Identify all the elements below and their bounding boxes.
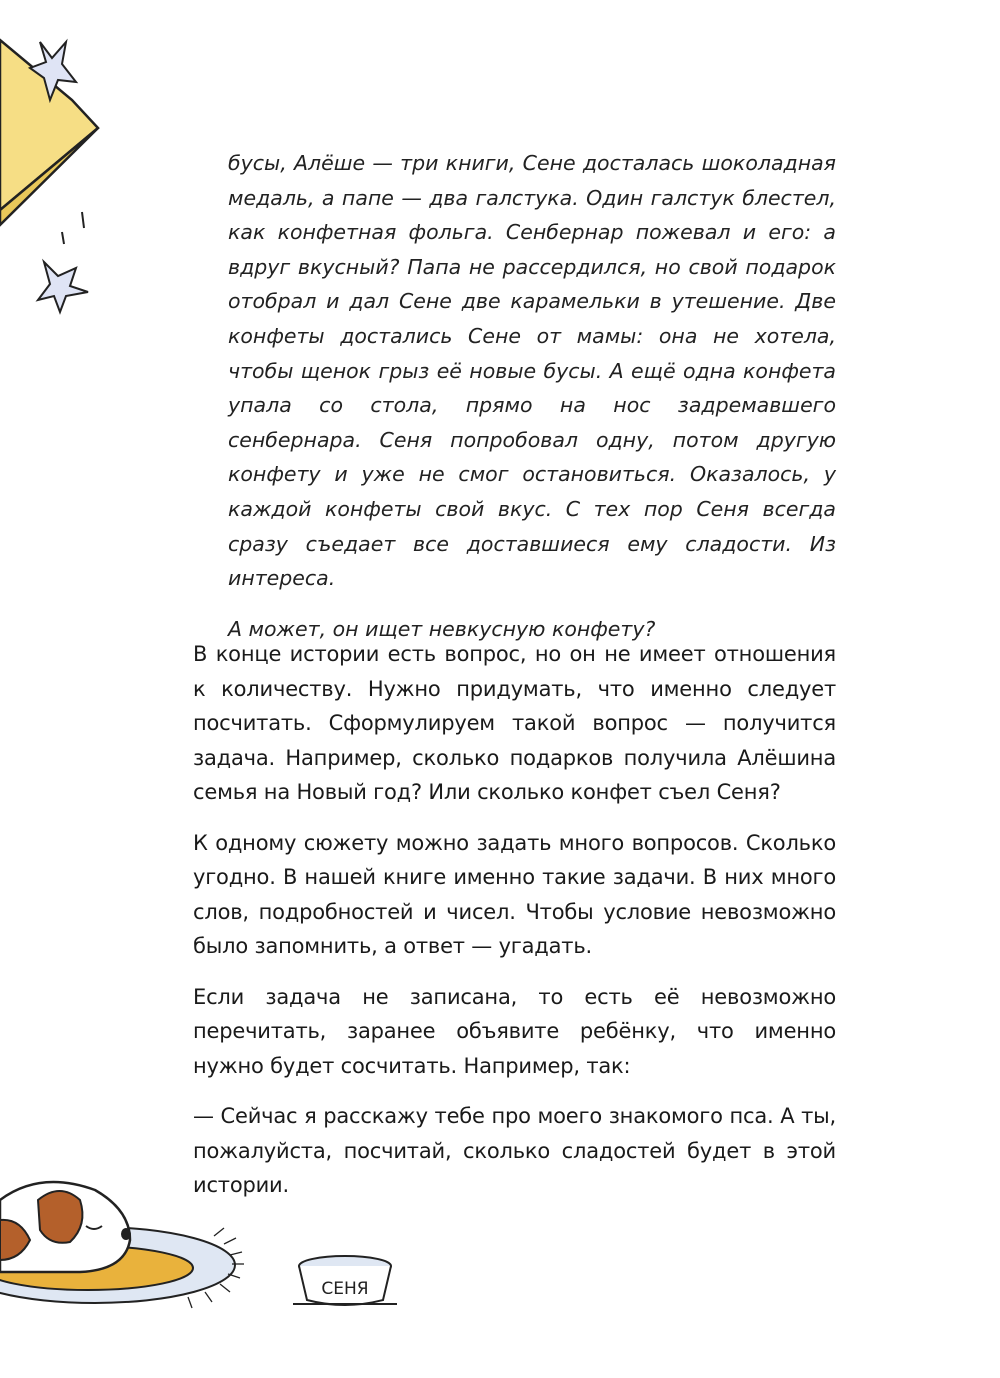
body-paragraph-2: К одному сюжету можно задать много вопросов. Сколько угодно. В нашей книге именно такие задачи. В них много слов, подробностей и чисел. Чтобы условие невозможно было запомнить, а ответ — угадать. <box>193 830 836 958</box>
body-paragraph-1: В конце истории есть вопрос, но он не имеет отношения к количеству. Нужно придумать, что именно следует посчитать. Сформулируем такой вопрос — получится задача. Например, сколько подарков получила Алёшина семья на Новый год? Или сколько конфет съел Сеня? <box>193 642 836 804</box>
story-excerpt <box>228 146 836 646</box>
body-paragraph-3: Если задача не записана, то есть её невозможно перечитать, заранее объявите ребёнку, что именно нужно будет сосчитать. Например, так: <box>193 984 836 1078</box>
story-paragraph: бусы, Алёше — три книги, Сене досталась шоколадная медаль, а папе — два галстука. Один галстук блестел, как конфетная фольга. Сенбернар пожевал и его: а вдруг вкусный? Папа не рассердился, но свой подарок отобрал и дал Сене две карамельки в утешение. Две конфеты достались Сене от мамы: она не хотела, чтобы щенок грыз её новые бусы. А ещё одна конфета упала со стола, прямо на нос задремавшего сенбернара. Сеня попробовал одну, потом другую конфету и уже не смог остановиться. Оказалось, у каждой конфеты свой вкус. С тех пор Сеня всегда сразу съедает все доставшиеся ему сладости. Из интереса. <box>228 151 836 591</box>
candy-box-illustration <box>0 0 110 330</box>
main-text <box>193 637 836 1219</box>
bowl-label: СЕНЯ <box>321 1279 369 1299</box>
body-paragraph-4: — Сейчас я расскажу тебе про моего знакомого пса. А ты, пожалуйста, посчитай, сколько сладостей будет в этой истории. <box>193 1104 836 1197</box>
candy-icon <box>38 262 88 312</box>
story-question: А может, он ищет невкусную конфету? <box>228 616 656 641</box>
dog-bowl-illustration <box>285 1248 405 1318</box>
